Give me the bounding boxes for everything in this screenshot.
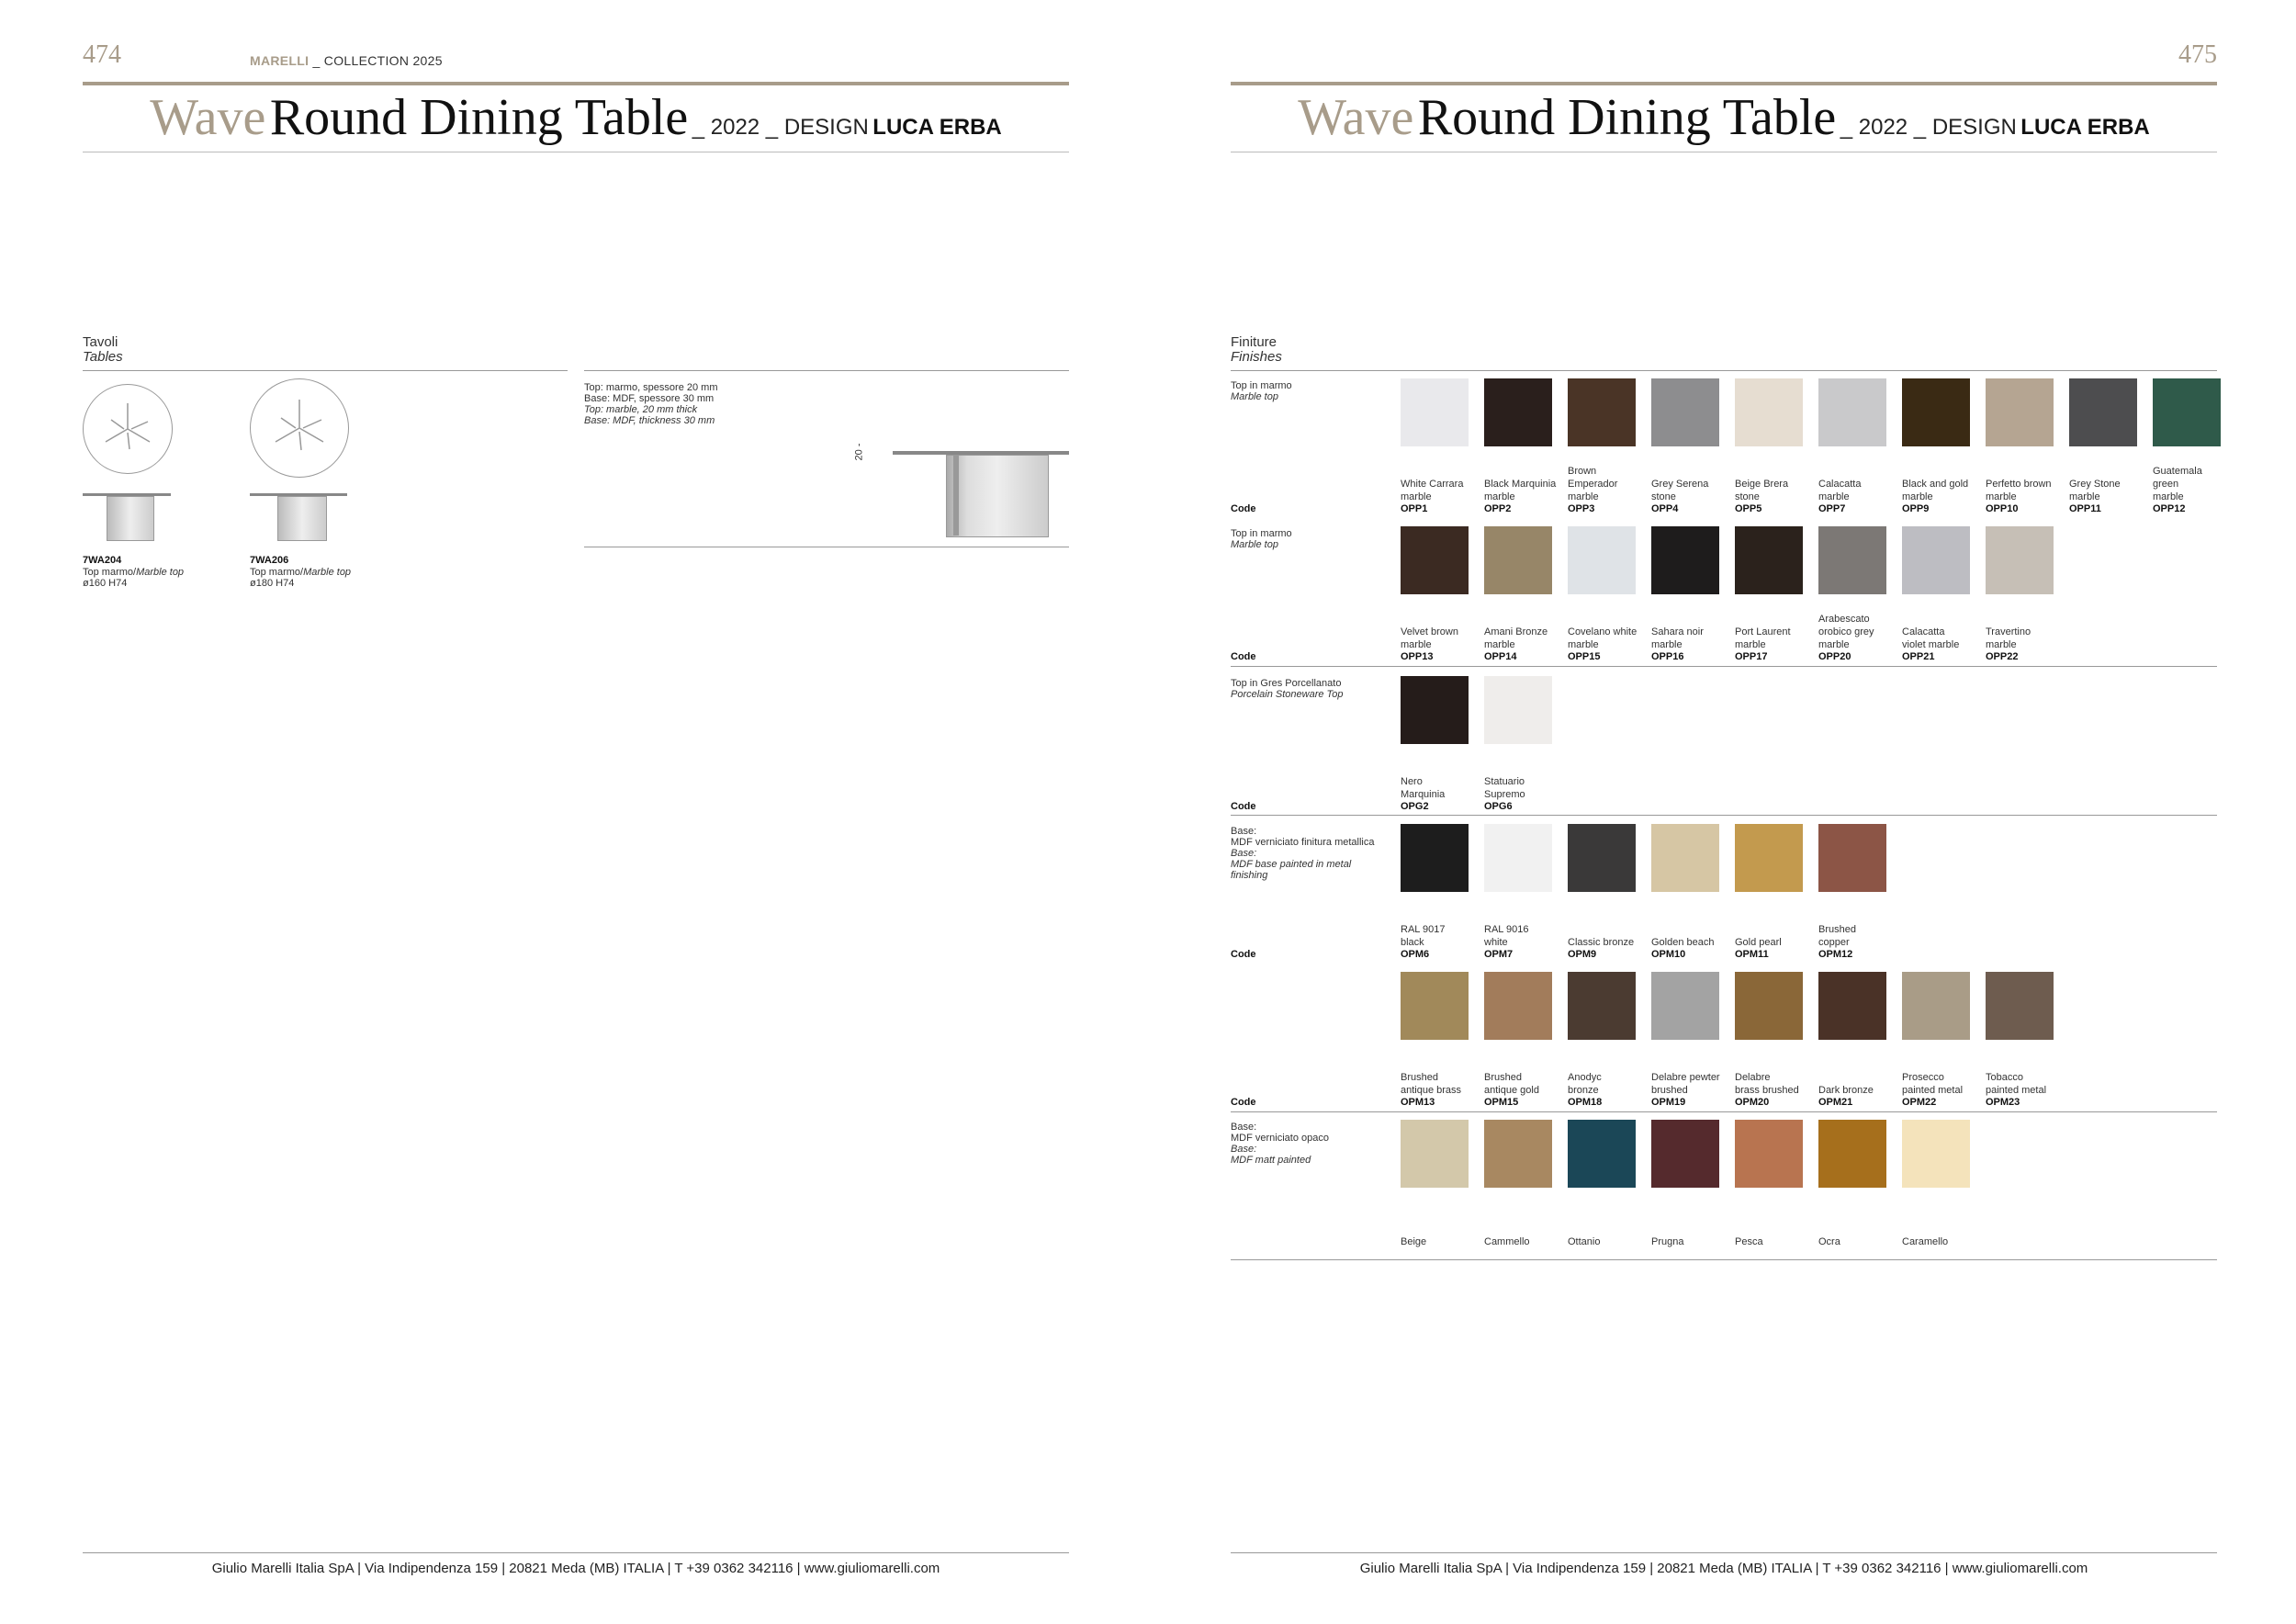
finish-name-line: Brushed bbox=[1818, 924, 1856, 935]
finish-label bbox=[1484, 923, 1561, 949]
tables-rule bbox=[83, 370, 568, 371]
table-side-view-2 bbox=[250, 493, 347, 541]
finish-label bbox=[1986, 478, 2063, 503]
finish-row-heading-en: Porcelain Stoneware Top bbox=[1231, 689, 1344, 700]
title-wave: Wave bbox=[150, 89, 266, 146]
finish-code: OPP12 bbox=[2153, 503, 2186, 514]
finish-row-heading-en: Base: bbox=[1231, 848, 1257, 859]
finish-row-heading-it: MDF verniciato opaco bbox=[1231, 1133, 1329, 1144]
finish-row-heading-it: Base: bbox=[1231, 1122, 1257, 1133]
finish-label bbox=[1401, 923, 1478, 949]
finishes-heading-it: Finiture bbox=[1231, 334, 1277, 350]
finish-code: OPG6 bbox=[1484, 801, 1513, 812]
finish-name-line: stone bbox=[1735, 491, 1760, 502]
finish-swatch bbox=[1484, 1120, 1552, 1188]
base-trefoil-icon bbox=[251, 379, 348, 477]
right-page bbox=[1148, 0, 2296, 1624]
table-code-2: 7WA206 bbox=[250, 555, 289, 566]
finish-name-line: Delabre pewter bbox=[1651, 1072, 1720, 1083]
finish-swatch bbox=[1401, 972, 1469, 1040]
page-title-right bbox=[1231, 88, 2217, 147]
finish-code: OPP22 bbox=[1986, 651, 2019, 662]
finish-row-heading-en: Marble top bbox=[1231, 391, 1278, 402]
finish-name-line: marble bbox=[2069, 491, 2100, 502]
finish-label bbox=[1651, 1235, 1728, 1248]
finish-swatch bbox=[1651, 824, 1719, 892]
finish-name-line: antique gold bbox=[1484, 1085, 1539, 1096]
finish-row-heading-en: Base: bbox=[1231, 1144, 1257, 1155]
finish-name-line: Emperador bbox=[1568, 479, 1618, 490]
spec-line-4: Base: MDF, thickness 30 mm bbox=[584, 415, 715, 426]
finish-row-heading-en: Marble top bbox=[1231, 539, 1278, 550]
table-desc-en-1: Marble top bbox=[136, 567, 185, 578]
footer-text-right: Giulio Marelli Italia SpA | Via Indipendenza 159 | 20821 Meda (MB) ITALIA | T +39 0362 342116 | www.giuliomarelli.com bbox=[1359, 1561, 2088, 1576]
finish-name-line: Calacatta bbox=[1818, 479, 1862, 490]
finish-swatch bbox=[1651, 378, 1719, 446]
page-number-left: 474 bbox=[83, 40, 121, 69]
title-wave: Wave bbox=[1298, 89, 1414, 146]
finish-swatch bbox=[1818, 1120, 1886, 1188]
finish-code: OPP16 bbox=[1651, 651, 1684, 662]
finish-name-line: Gold pearl bbox=[1735, 937, 1782, 948]
table-item-1 bbox=[83, 555, 184, 589]
code-label: Code bbox=[1231, 503, 1256, 514]
finish-swatch bbox=[1735, 972, 1803, 1040]
finish-name-line: Travertino bbox=[1986, 626, 2032, 637]
finish-code: OPP20 bbox=[1818, 651, 1851, 662]
finish-name-line: Beige Brera bbox=[1735, 479, 1789, 490]
finish-row-heading-en: MDF matt painted bbox=[1231, 1155, 1311, 1166]
collection-label: _ COLLECTION 2025 bbox=[312, 53, 443, 68]
finish-label bbox=[1735, 626, 1812, 651]
finish-name-line: marble bbox=[1484, 491, 1515, 502]
finish-swatch bbox=[1818, 378, 1886, 446]
brand-name: MARELLI bbox=[250, 53, 310, 68]
finish-name-line: Calacatta bbox=[1902, 626, 1945, 637]
finish-code: OPM6 bbox=[1401, 949, 1430, 960]
finish-code: OPM20 bbox=[1735, 1097, 1770, 1108]
finish-name-line: RAL 9017 bbox=[1401, 924, 1446, 935]
finish-name-line: marble bbox=[1401, 639, 1432, 650]
table-size-1: ø160 H74 bbox=[83, 578, 128, 589]
finish-swatch bbox=[2069, 378, 2137, 446]
finish-swatch bbox=[1568, 824, 1636, 892]
finish-row-heading bbox=[1231, 826, 1387, 881]
table-desc-1 bbox=[83, 567, 184, 578]
spec-line-3: Top: marble, 20 mm thick bbox=[584, 404, 698, 415]
finish-name-line: marble bbox=[1818, 639, 1850, 650]
finish-name-line: Statuario bbox=[1484, 776, 1525, 787]
finish-code: OPP2 bbox=[1484, 503, 1512, 514]
finish-swatch bbox=[1651, 972, 1719, 1040]
finish-name-line: brushed bbox=[1651, 1085, 1688, 1096]
finish-code: OPP11 bbox=[2069, 503, 2101, 514]
finish-name-line: white bbox=[1484, 937, 1508, 948]
table-top-view-2 bbox=[250, 378, 349, 478]
finish-name-line: Guatemala bbox=[2153, 466, 2202, 477]
finish-name-line: Beige bbox=[1401, 1236, 1427, 1247]
finish-swatch bbox=[1484, 824, 1552, 892]
finish-name-line: marble bbox=[2153, 491, 2184, 502]
finish-row-heading bbox=[1231, 528, 1387, 550]
finish-swatch bbox=[1902, 1120, 1970, 1188]
finish-swatch bbox=[1735, 526, 1803, 594]
finish-label bbox=[1568, 936, 1645, 949]
finish-name-line: Prugna bbox=[1651, 1236, 1684, 1247]
finish-name-line: Grey Stone bbox=[2069, 479, 2121, 490]
tables-heading-it: Tavoli bbox=[83, 334, 118, 350]
finish-code: OPP1 bbox=[1401, 503, 1428, 514]
finish-swatch bbox=[2153, 378, 2221, 446]
finish-swatch bbox=[1484, 972, 1552, 1040]
finish-label bbox=[1735, 936, 1812, 949]
finish-name-line: Black and gold bbox=[1902, 479, 1969, 490]
finish-row-rule bbox=[1231, 666, 2217, 667]
code-label: Code bbox=[1231, 651, 1256, 662]
table-code-1: 7WA204 bbox=[83, 555, 122, 566]
finish-name-line: Dark bronze bbox=[1818, 1085, 1874, 1096]
finish-code: OPM11 bbox=[1735, 949, 1769, 960]
page-title-left bbox=[83, 88, 1069, 147]
finish-name-line: orobico grey bbox=[1818, 626, 1874, 637]
finish-code: OPP14 bbox=[1484, 651, 1517, 662]
finish-row-heading-it: Top in marmo bbox=[1231, 380, 1292, 391]
finish-label bbox=[1568, 626, 1645, 651]
finish-name-line: violet marble bbox=[1902, 639, 1960, 650]
header-rule bbox=[83, 82, 1069, 85]
finish-label bbox=[1818, 1084, 1896, 1097]
finish-name-line: Brushed bbox=[1401, 1072, 1438, 1083]
finish-label bbox=[1818, 1235, 1896, 1248]
page-number-right: 475 bbox=[2178, 40, 2217, 69]
finish-label bbox=[1735, 478, 1812, 503]
finish-name-line: Amani Bronze bbox=[1484, 626, 1548, 637]
finish-code: OPM22 bbox=[1902, 1097, 1937, 1108]
finish-label bbox=[1484, 478, 1561, 503]
finish-name-line: stone bbox=[1651, 491, 1676, 502]
finish-row-heading bbox=[1231, 380, 1387, 402]
finish-swatch bbox=[1484, 378, 1552, 446]
table-desc-en-2: Marble top bbox=[303, 567, 352, 578]
brand-line bbox=[250, 53, 443, 68]
table-specs bbox=[584, 382, 718, 426]
finish-label bbox=[1401, 478, 1478, 503]
finish-code: OPP7 bbox=[1818, 503, 1846, 514]
finish-row-heading-it: Top in marmo bbox=[1231, 528, 1292, 539]
code-label: Code bbox=[1231, 1097, 1256, 1108]
finishes-rule bbox=[1231, 370, 2217, 371]
finish-label bbox=[1902, 478, 1979, 503]
finish-label bbox=[1735, 1071, 1812, 1097]
finish-code: OPP17 bbox=[1735, 651, 1768, 662]
finish-name-line: brass brushed bbox=[1735, 1085, 1799, 1096]
title-designer: LUCA ERBA bbox=[872, 115, 1002, 140]
dimension-label: 20 - bbox=[853, 443, 865, 461]
footer-rule bbox=[83, 1552, 1069, 1553]
finish-name-line: Tobacco bbox=[1986, 1072, 2023, 1083]
finish-name-line: marble bbox=[1735, 639, 1766, 650]
finish-name-line: marble bbox=[1651, 639, 1683, 650]
finish-swatch bbox=[1568, 1120, 1636, 1188]
finish-swatch bbox=[1735, 1120, 1803, 1188]
finish-code: OPM9 bbox=[1568, 949, 1597, 960]
finish-name-line: green bbox=[2153, 479, 2179, 490]
finish-name-line: marble bbox=[1986, 639, 2017, 650]
finish-code: OPP21 bbox=[1902, 651, 1935, 662]
finish-label bbox=[1902, 626, 1979, 651]
finish-name-line: Golden beach bbox=[1651, 937, 1715, 948]
finish-swatch bbox=[1986, 972, 2054, 1040]
finish-name-line: marble bbox=[1818, 491, 1850, 502]
tables-heading-en: Tables bbox=[83, 349, 123, 365]
table-item-2 bbox=[250, 555, 351, 589]
table-desc-it-2: Top marmo/ bbox=[250, 567, 304, 578]
table-top-view-1 bbox=[83, 384, 173, 474]
finish-swatch bbox=[1651, 526, 1719, 594]
finish-swatch bbox=[1401, 526, 1469, 594]
finish-label bbox=[1818, 613, 1896, 651]
finish-name-line: painted metal bbox=[1902, 1085, 1964, 1096]
finish-name-line: Pesca bbox=[1735, 1236, 1763, 1247]
footer-rule bbox=[1231, 1552, 2217, 1553]
title-main: Round Dining Table bbox=[269, 89, 689, 146]
finish-label bbox=[1484, 1235, 1561, 1248]
finish-label bbox=[1651, 1071, 1728, 1097]
finish-name-line: marble bbox=[1484, 639, 1515, 650]
finish-name-line: Nero bbox=[1401, 776, 1423, 787]
finish-swatch bbox=[1484, 676, 1552, 744]
finish-swatch bbox=[1401, 1120, 1469, 1188]
finish-code: OPM10 bbox=[1651, 949, 1686, 960]
table-desc-2 bbox=[250, 567, 351, 578]
finishes-heading bbox=[1231, 335, 1282, 365]
finish-label bbox=[1401, 775, 1478, 801]
finish-row-heading-en: MDF base painted in metal finishing bbox=[1231, 859, 1352, 881]
finish-label bbox=[1902, 1071, 1979, 1097]
finish-label bbox=[1568, 1235, 1645, 1248]
finish-label bbox=[1902, 1235, 1979, 1248]
finish-label bbox=[1735, 1235, 1812, 1248]
finish-name-line: Classic bronze bbox=[1568, 937, 1635, 948]
finish-label bbox=[2153, 465, 2230, 503]
finish-name-line: Port Laurent bbox=[1735, 626, 1791, 637]
finish-swatch bbox=[1401, 824, 1469, 892]
finish-name-line: Sahara noir bbox=[1651, 626, 1704, 637]
finish-name-line: copper bbox=[1818, 937, 1850, 948]
finish-label bbox=[1986, 626, 2063, 651]
finishes-heading-en: Finishes bbox=[1231, 349, 1282, 365]
finish-name-line: Covelano white bbox=[1568, 626, 1638, 637]
finish-name-line: marble bbox=[1902, 491, 1933, 502]
finish-label bbox=[1401, 626, 1478, 651]
finish-name-line: Prosecco bbox=[1902, 1072, 1944, 1083]
table-size-2: ø180 H74 bbox=[250, 578, 295, 589]
table-desc-it-1: Top marmo/ bbox=[83, 567, 137, 578]
finish-swatch bbox=[1986, 526, 2054, 594]
finish-label bbox=[1568, 1071, 1645, 1097]
finish-row-heading-it: Base: bbox=[1231, 826, 1257, 837]
finish-name-line: marble bbox=[1568, 639, 1599, 650]
finish-code: OPM13 bbox=[1401, 1097, 1435, 1108]
dimension-value: 20 bbox=[853, 449, 865, 461]
finish-name-line: Cammello bbox=[1484, 1236, 1530, 1247]
finish-name-line: Caramello bbox=[1902, 1236, 1949, 1247]
finish-code: OPP10 bbox=[1986, 503, 2019, 514]
code-label: Code bbox=[1231, 801, 1256, 812]
finish-name-line: marble bbox=[1401, 491, 1432, 502]
finish-name-line: Brushed bbox=[1484, 1072, 1522, 1083]
finish-name-line: bronze bbox=[1568, 1085, 1599, 1096]
title-year: _ 2022 _ DESIGN bbox=[1840, 115, 2017, 140]
finish-name-line: RAL 9016 bbox=[1484, 924, 1529, 935]
finish-swatch bbox=[1818, 526, 1886, 594]
code-label: Code bbox=[1231, 949, 1256, 960]
title-year: _ 2022 _ DESIGN bbox=[692, 115, 869, 140]
finish-name-line: Perfetto brown bbox=[1986, 479, 2052, 490]
title-main: Round Dining Table bbox=[1417, 89, 1837, 146]
finish-code: OPG2 bbox=[1401, 801, 1429, 812]
finish-swatch bbox=[1568, 972, 1636, 1040]
finish-name-line: painted metal bbox=[1986, 1085, 2047, 1096]
spec-line-2: Base: MDF, spessore 30 mm bbox=[584, 393, 715, 404]
specs-rule bbox=[584, 370, 1069, 371]
finish-name-line: marble bbox=[1568, 491, 1599, 502]
finish-row-rule bbox=[1231, 815, 2217, 816]
finish-swatch bbox=[1651, 1120, 1719, 1188]
finish-label bbox=[1484, 1071, 1561, 1097]
base-trefoil-icon bbox=[84, 385, 172, 473]
finish-name-line: Delabre bbox=[1735, 1072, 1771, 1083]
finish-swatch bbox=[1902, 972, 1970, 1040]
finish-swatch bbox=[1986, 378, 2054, 446]
spec-line-1: Top: marmo, spessore 20 mm bbox=[584, 382, 718, 393]
tables-heading bbox=[83, 335, 123, 365]
finish-name-line: Ocra bbox=[1818, 1236, 1840, 1247]
finish-label bbox=[1401, 1235, 1478, 1248]
finish-row-heading-it: Top in Gres Porcellanato bbox=[1231, 678, 1342, 689]
finish-label bbox=[1651, 936, 1728, 949]
finish-row-heading-it: MDF verniciato finitura metallica bbox=[1231, 837, 1375, 848]
footer-text-left: Giulio Marelli Italia SpA | Via Indipendenza 159 | 20821 Meda (MB) ITALIA | T +39 0362 342116 | www.giuliomarelli.com bbox=[211, 1561, 940, 1576]
finish-label bbox=[2069, 478, 2146, 503]
finish-swatch bbox=[1568, 378, 1636, 446]
finish-swatch bbox=[1401, 676, 1469, 744]
finish-name-line: Velvet brown bbox=[1401, 626, 1458, 637]
finish-row-heading bbox=[1231, 1122, 1387, 1166]
finish-name-line: Ottanio bbox=[1568, 1236, 1601, 1247]
finish-code: OPP3 bbox=[1568, 503, 1595, 514]
finish-label bbox=[1401, 1071, 1478, 1097]
finish-label bbox=[1484, 775, 1561, 801]
finish-label bbox=[1818, 923, 1896, 949]
finish-label bbox=[1818, 478, 1896, 503]
finish-label bbox=[1651, 478, 1728, 503]
finish-row-rule bbox=[1231, 1111, 2217, 1112]
finish-code: OPM12 bbox=[1818, 949, 1853, 960]
finish-name-line: Supremo bbox=[1484, 789, 1525, 800]
finish-swatch bbox=[1902, 378, 1970, 446]
finish-swatch bbox=[1484, 526, 1552, 594]
finish-code: OPP4 bbox=[1651, 503, 1679, 514]
finish-name-line: Marquinia bbox=[1401, 789, 1446, 800]
table-side-view-1 bbox=[83, 493, 171, 541]
finish-swatch bbox=[1818, 824, 1886, 892]
finish-name-line: White Carrara bbox=[1401, 479, 1464, 490]
finish-code: OPP15 bbox=[1568, 651, 1601, 662]
finish-code: OPM15 bbox=[1484, 1097, 1519, 1108]
finish-code: OPM18 bbox=[1568, 1097, 1603, 1108]
finish-name-line: Black Marquinia bbox=[1484, 479, 1557, 490]
title-designer: LUCA ERBA bbox=[2020, 115, 2150, 140]
finish-label bbox=[1986, 1071, 2063, 1097]
finish-row-rule bbox=[1231, 1259, 2217, 1260]
finish-name-line: Arabescato bbox=[1818, 614, 1870, 625]
finish-code: OPM19 bbox=[1651, 1097, 1686, 1108]
finish-swatch bbox=[1401, 378, 1469, 446]
finish-name-line: Grey Serena bbox=[1651, 479, 1709, 490]
finish-label bbox=[1651, 626, 1728, 651]
finish-name-line: black bbox=[1401, 937, 1424, 948]
finish-name-line: antique brass bbox=[1401, 1085, 1462, 1096]
finish-row-heading bbox=[1231, 678, 1387, 700]
header-rule bbox=[1231, 82, 2217, 85]
finish-swatch bbox=[1568, 526, 1636, 594]
finish-swatch bbox=[1735, 824, 1803, 892]
finish-name-line: marble bbox=[1986, 491, 2017, 502]
finish-code: OPP13 bbox=[1401, 651, 1434, 662]
finish-code: OPM7 bbox=[1484, 949, 1514, 960]
finish-code: OPP5 bbox=[1735, 503, 1762, 514]
finish-name-line: Anodyc bbox=[1568, 1072, 1602, 1083]
finish-swatch bbox=[1735, 378, 1803, 446]
finish-swatch bbox=[1902, 526, 1970, 594]
finish-code: OPM21 bbox=[1818, 1097, 1853, 1108]
table-elevation-drawing bbox=[893, 451, 1069, 537]
finish-code: OPP9 bbox=[1902, 503, 1930, 514]
finish-label bbox=[1484, 626, 1561, 651]
finish-name-line: Brown bbox=[1568, 466, 1597, 477]
finish-label bbox=[1568, 465, 1645, 503]
finish-swatch bbox=[1818, 972, 1886, 1040]
finish-code: OPM23 bbox=[1986, 1097, 2020, 1108]
